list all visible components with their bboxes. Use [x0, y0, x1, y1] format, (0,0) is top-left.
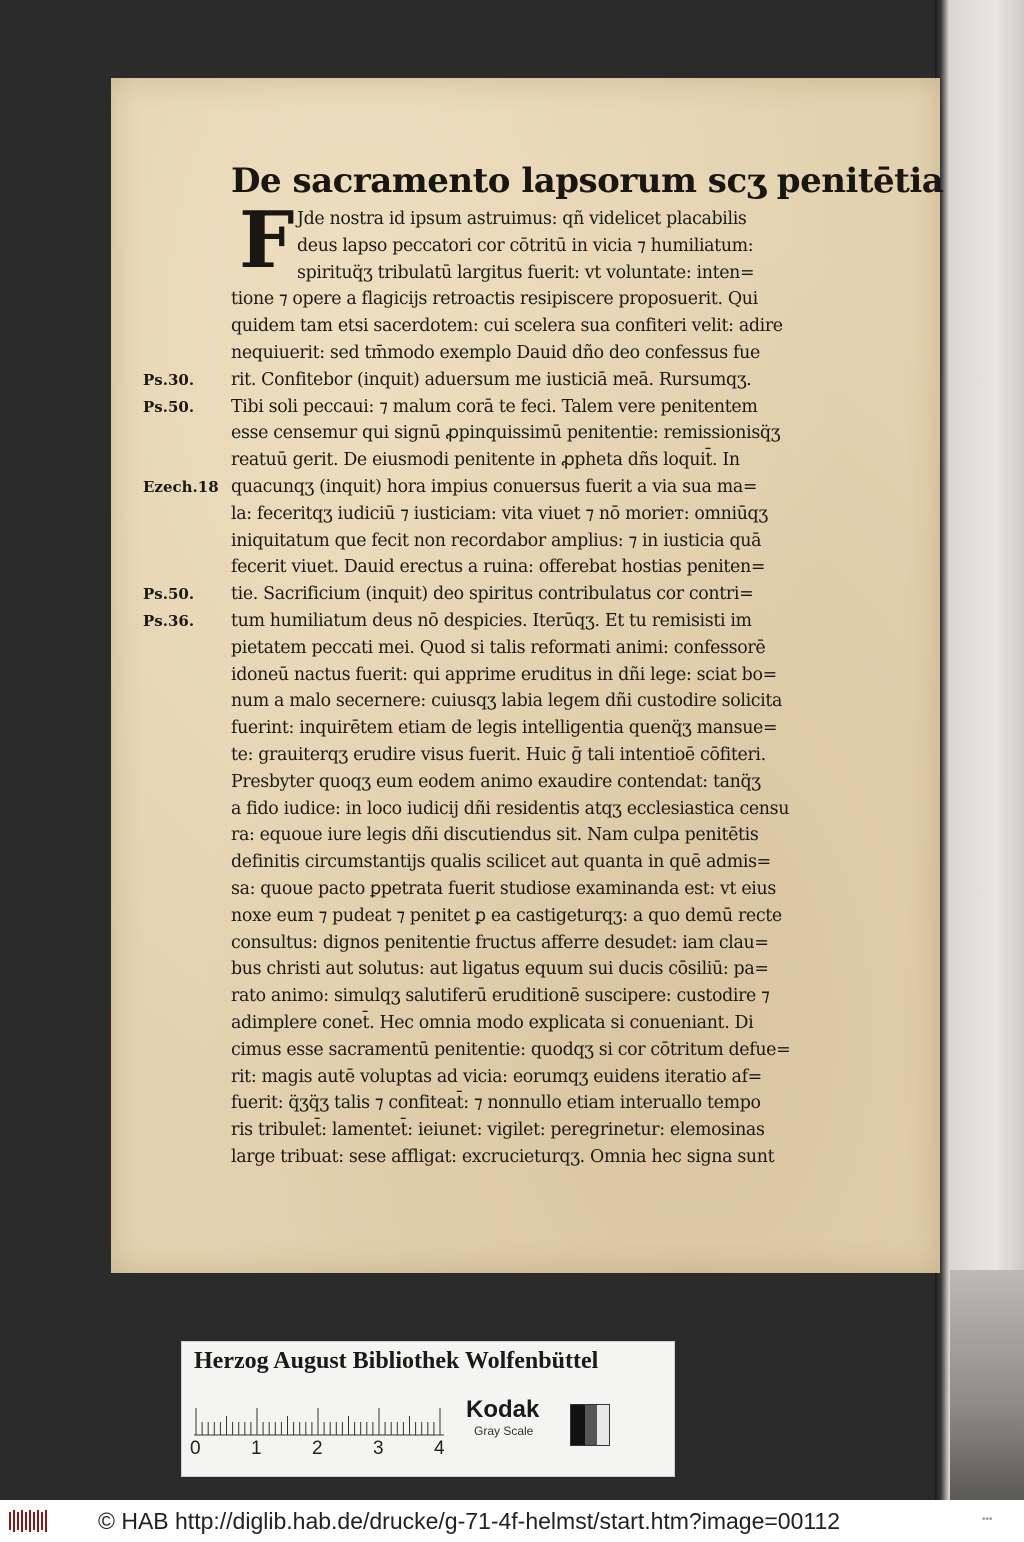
margin-note: Ps.50. [143, 585, 195, 604]
text-line: tum humiliatum deus nō despicies. Iterūqʒ. Et tu remisisti im [231, 610, 752, 631]
swatch-gray [585, 1405, 597, 1445]
body-text [231, 195, 871, 1171]
text-line: deus lapso peccatori cor cōtritū in vicia ⁊ humiliatum: [297, 235, 754, 256]
text-line: pietatem peccati mei. Quod si talis reformati animi: confessorē [231, 637, 766, 658]
text-line: ra: equoue iure legis dñi discutiendus sit. Nam culpa penitētis [231, 825, 759, 846]
text-line: adimplere conet̄. Hec omnia modo explicata si conueniant. Di [231, 1012, 754, 1033]
ruler-number: 2 [312, 1438, 323, 1459]
text-line: a fido iudice: in loco iudicij dñi residentis atqʒ ecclesiastica censu [231, 798, 790, 819]
hab-logo-icon [8, 1508, 48, 1534]
text-line: rit: magis autē voluptas ad vicia: eorumqʒ euidens iteratio af= [231, 1066, 762, 1087]
decorated-initial: F [239, 195, 295, 286]
text-line: fuerint: inquirētem etiam de legis intelligentia quenq̈ʒ mansue= [231, 718, 778, 739]
text-line: quidem tam etsi sacerdotem: cui scelera sua confiteri velit: adire [231, 316, 783, 337]
text-line: rato animo: simulqʒ salutiferū eruditionē suscipere: custodire ⁊ [231, 986, 770, 1007]
text-line: idoneū nactus fuerit: qui apprime eruditus in dñi lege: sciat bo= [231, 664, 777, 685]
kodak-logo: Kodak [466, 1396, 540, 1423]
text-line: Presbyter quoqʒ eum eodem animo exaudire contendat: tanq̈ʒ [231, 771, 761, 792]
copyright-url: © HAB http://diglib.hab.de/drucke/g-71-4f-helmst/start.htm?image=00112 [98, 1508, 841, 1534]
text-line: bus christi aut solutus: aut ligatus equum sui ducis cōsiliū: pa= [231, 959, 769, 980]
text-line: fuerit: q̈ʒq̈ʒ talis ⁊ confiteat̄: ⁊ nonnullo etiam interuallo tempo [231, 1093, 761, 1114]
ruler-number: 4 [434, 1438, 445, 1459]
margin-note: Ps.30. [143, 370, 195, 389]
text-line: rit. Confitebor (inquit) aduersum me iusticiā meā. Rursumqʒ. [231, 369, 752, 390]
swatch-white [597, 1405, 609, 1445]
text-line: cimus esse sacramentū penitentie: quodqʒ si cor cōtritum defue= [231, 1039, 791, 1060]
library-color-card [181, 1341, 675, 1477]
ruler-number: 3 [373, 1438, 384, 1459]
swatch-black [571, 1405, 585, 1445]
text-line: large tribuat: sese affligat: excrucieturqʒ. Omnia hec signa sunt [231, 1146, 775, 1167]
ruler-number: 0 [190, 1438, 201, 1459]
scale-ruler [194, 1406, 446, 1436]
gray-swatch [570, 1404, 610, 1446]
text-line: consultus: dignos penitentie fructus afferre desudet: iam clau= [231, 932, 769, 953]
book-page [111, 78, 944, 1273]
text-line: tione ⁊ opere a flagicijs retroactis resipiscere proposuerit. Qui [231, 289, 758, 310]
text-line: noxe eum ⁊ pudeat ⁊ penitet ꝑ ea castigeturqʒ: a quo demū recte [231, 905, 782, 926]
text-line: quacunqʒ (inquit) hora impius conuersus fuerit a via sua ma= [231, 476, 758, 497]
text-line: Tibi soli peccaui: ⁊ malum corā te feci. Talem vere penitentem [231, 396, 758, 417]
page-heading: De sacramento lapsorum scʒ penitētia [231, 161, 944, 201]
library-name: Herzog August Bibliothek Wolfenbüttel [194, 1348, 599, 1374]
gray-scale-label: Gray Scale [474, 1424, 534, 1438]
ruler-ticks [194, 1406, 446, 1436]
margin-note: Ezech.18 [143, 478, 219, 496]
text-line: la: feceritqʒ iudiciū ⁊ iusticiam: vita viuet ⁊ nō morieт: omniūqʒ [231, 503, 768, 524]
margin-note: Ps.50. [143, 397, 195, 416]
text-line: definitis circumstantijs qualis scilicet aut quanta in quē admis= [231, 852, 771, 873]
text-line: nequiuerit: sed tm̄modo exemplo Dauid dño deo confessus fue [231, 342, 760, 363]
text-line: esse censemur qui signū ꝓpinquissimū penitentie: remissionisq̈ʒ [231, 423, 781, 444]
text-line: spirituq̈ʒ tribulatū largitus fuerit: vt voluntate: inten= [297, 262, 755, 283]
text-line: Jde nostra id ipsum astruimus: qñ videlicet placabilis [297, 209, 747, 229]
margin-note: Ps.36. [143, 612, 195, 630]
text-line: te: grauiterqʒ erudire visus fuerit. Huic ḡ tali intentioē cōfiteri. [231, 744, 766, 765]
footer-dots: ••• [982, 1514, 993, 1525]
backdrop-shadow [950, 1270, 1024, 1500]
text-line: ris tribulet̄: lamentet̄: ieiunet: vigilet: peregrinetur: elemosinas [231, 1120, 765, 1141]
text-line: reatuū gerit. De eiusmodi penitente in ꝓpheta dñs loquit̄. In [231, 450, 740, 471]
text-line: fecerit viuet. Dauid erectus a ruina: offerebat hostias peniten= [231, 557, 766, 578]
text-line: sa: quoue pacto ꝑpetrata fuerit studiose examinanda est: vt eius [231, 878, 776, 899]
copyright-footer [0, 1500, 1024, 1542]
ruler-number: 1 [251, 1438, 262, 1459]
text-line: num a malo secernere: cuiusqʒ labia legem dñi custodire solicita [231, 691, 783, 712]
text-line: iniquitatum que fecit non recordabor amplius: ⁊ in iusticia quā [231, 530, 762, 551]
text-line: tie. Sacrificium (inquit) deo spiritus contribulatus cor contri= [231, 584, 754, 605]
